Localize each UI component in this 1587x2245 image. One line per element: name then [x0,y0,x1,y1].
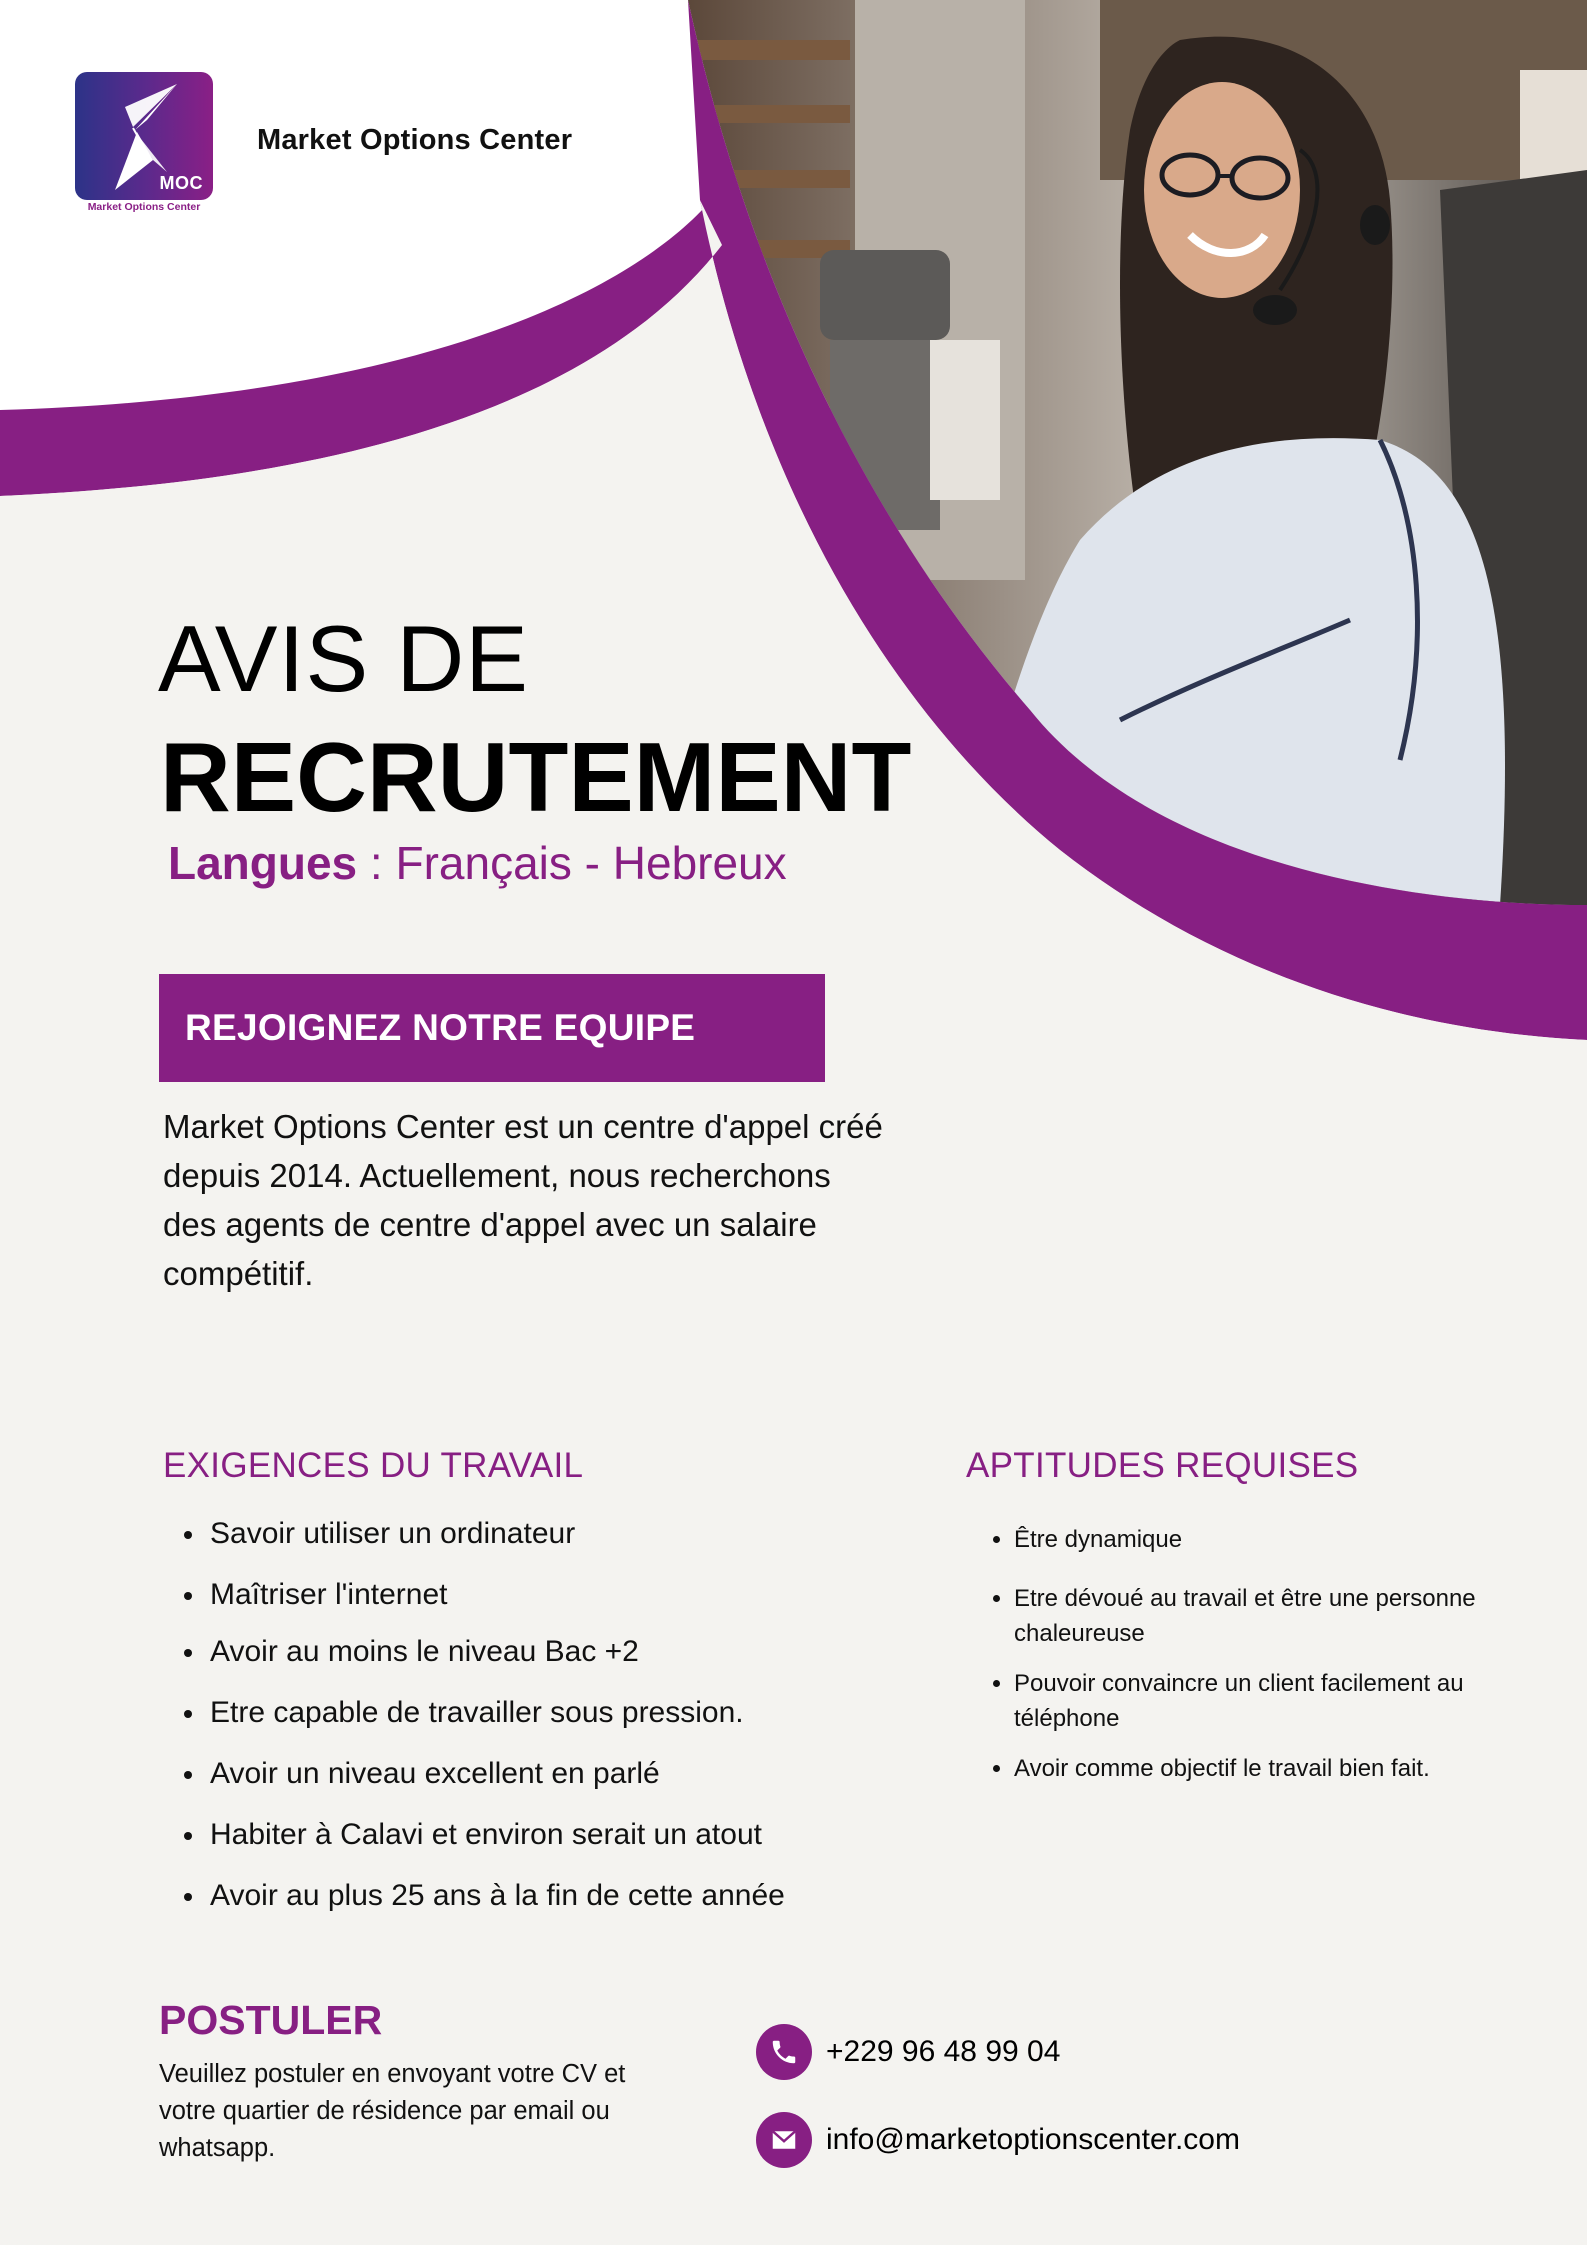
requirement-item: Avoir au plus 25 ans à la fin de cette année [178,1876,918,1937]
envelope-icon [756,2112,812,2168]
requirement-item: Avoir au moins le niveau Bac +2 [178,1632,918,1693]
join-team-label: REJOIGNEZ NOTRE EQUIPE [185,1007,696,1048]
requirements-title: EXIGENCES DU TRAVAIL [163,1446,584,1485]
logo-moc-text: MOC [159,173,203,193]
skill-item: Avoir comme objectif le travail bien fait. [987,1751,1487,1786]
company-logo [75,72,213,212]
requirements-list [178,1514,918,1937]
email-address[interactable]: info@marketoptionscenter.com [826,2123,1240,2156]
languages-value: Français - Hebreux [395,837,787,889]
phone-number[interactable]: +229 96 48 99 04 [826,2035,1061,2068]
title-line-1: AVIS DE [158,606,529,711]
apply-instructions: Veuillez postuler en envoyant votre CV et votre quartier de résidence par email ou whatsapp. [159,2060,626,2162]
join-team-banner [159,974,825,1082]
requirement-item: Habiter à Calavi et environ serait un atout [178,1815,918,1876]
requirement-item: Maîtriser l'internet [178,1575,918,1632]
intro-paragraph: Market Options Center est un centre d'appel créé depuis 2014. Actuellement, nous recherchons des agents de centre d'appel avec un salaire compétitif. [163,1108,883,1292]
requirement-item: Avoir un niveau excellent en parlé [178,1754,918,1815]
skill-item: Etre dévoué au travail et être une personne chaleureuse [987,1581,1487,1651]
skills-title: APTITUDES REQUISES [966,1446,1359,1485]
brand-name: Market Options Center [257,124,573,156]
languages-label: Langues [168,837,358,889]
languages-line [168,837,787,889]
phone-contact[interactable] [756,2024,1060,2080]
apply-title: POSTULER [159,1997,383,2043]
skill-item: Être dynamique [987,1522,1487,1557]
logo-badge [75,72,213,200]
skill-item: Pouvoir convaincre un client facilement au téléphone [987,1666,1487,1736]
skills-list [987,1522,1487,1801]
requirement-item: Etre capable de travailler sous pression. [178,1693,918,1754]
languages-separator: : [357,837,396,889]
requirement-item: Savoir utiliser un ordinateur [178,1514,918,1575]
email-contact[interactable] [756,2112,1240,2168]
logo-subtitle: Market Options Center [87,201,201,213]
phone-icon [756,2024,812,2080]
title-line-2: RECRUTEMENT [160,722,912,832]
